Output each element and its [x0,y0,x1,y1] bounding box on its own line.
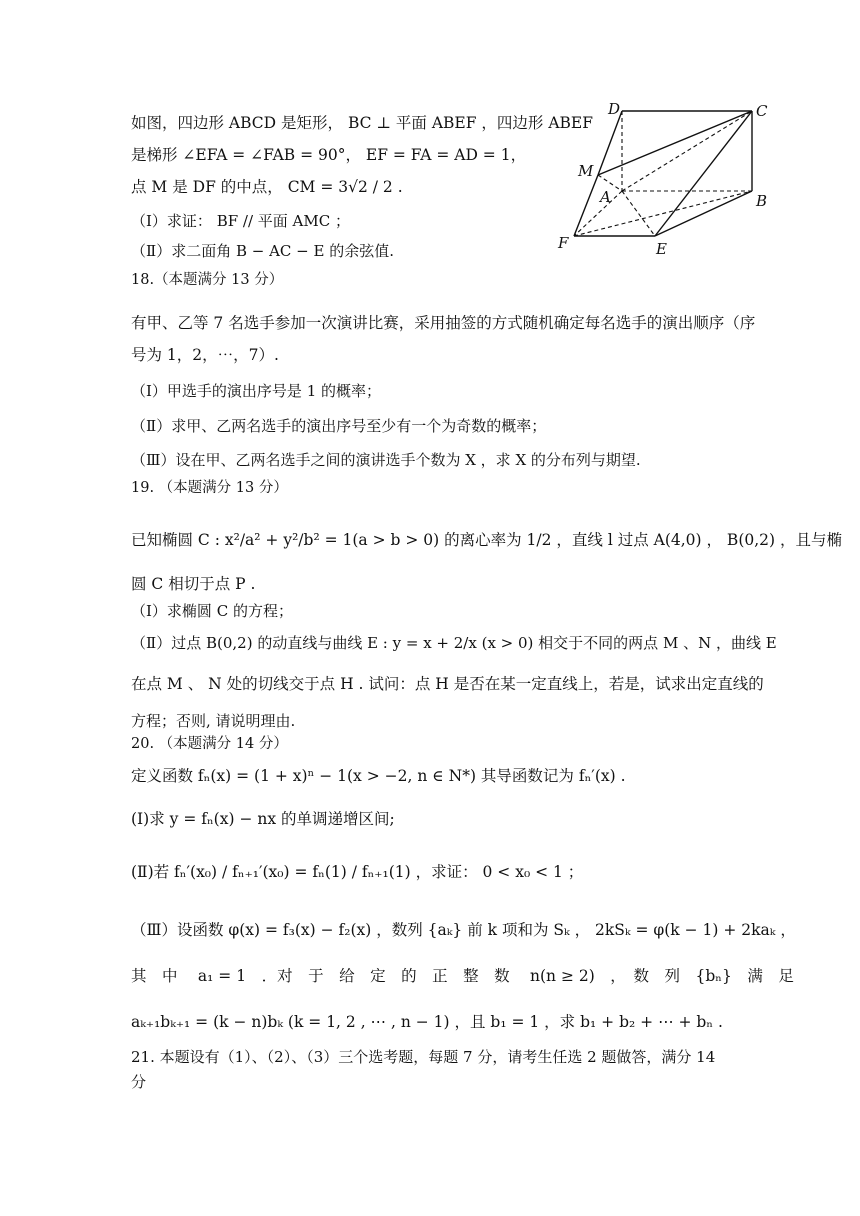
p18-header: 18.（本题满分 13 分） [131,272,284,288]
p20-line1: 定义函数 fₙ(x) = (1 + x)ⁿ − 1(x > −2, n ∈ N*) 其导函数记为 fₙ′(x) . [131,767,626,785]
label-E: E [656,240,667,258]
p17-line2: 是梯形 ∠EFA = ∠FAB = 90°， EF = FA = AD = 1， [131,146,527,164]
p18-q3: （Ⅲ）设在甲、乙两名选手之间的演讲选手个数为 X ，求 X 的分布列与期望. [131,451,641,469]
p19-line1: 已知椭圆 C : x²/a² + y²/b² = 1(a > b > 0) 的离心率为 1/2 ，直线 l 过点 A(4,0) ， B(0,2) ，且与椭 [131,531,842,549]
p17-line1: 如图，四边形 ABCD 是矩形， BC ⊥ 平面 ABEF ，四边形 ABEF [131,114,593,132]
label-C: C [756,102,768,120]
p18-q2: （Ⅱ）求甲、乙两名选手的演出序号至少有一个为奇数的概率； [131,417,547,435]
p18-line2: 号为 1，2，⋯，7）. [131,346,279,364]
label-D: D [608,100,621,118]
label-F: F [558,234,569,252]
label-M: M [578,162,594,180]
p20-q1: (Ⅰ)求 y = fₙ(x) − nx 的单调递增区间; [131,810,395,828]
label-B: B [756,192,768,210]
p20-q2: (Ⅱ)若 fₙ′(x₀) / fₙ₊₁′(x₀) = fₙ(1) / fₙ₊₁(1) ，求证： 0 < x₀ < 1 ； [131,863,584,881]
p18-line1: 有甲、乙等 7 名选手参加一次演讲比赛，采用抽签的方式随机确定每名选手的演出顺序（序 [131,314,756,332]
p17-q1: （Ⅰ）求证： BF // 平面 AMC ； [131,212,350,230]
p19-line2: 圆 C 相切于点 P . [131,575,256,593]
p19-q2: （Ⅱ）过点 B(0,2) 的动直线与曲线 E : y = x + 2/x (x > 0) 相交于不同的两点 M 、N ，曲线 E [131,634,777,652]
p19-line3: 在点 M 、 N 处的切线交于点 H . 试问：点 H 是否在某一定直线上，若是，试求出定直线的 [131,675,764,693]
p19-header: 19. （本题满分 13 分） [131,480,288,496]
p20-line3: aₖ₊₁bₖ₊₁ = (k − n)bₖ (k = 1, 2 , ⋯ , n − 1) ，且 b₁ = 1 ，求 b₁ + b₂ + ⋯ + bₙ . [131,1013,723,1031]
p19-q1: （Ⅰ）求椭圆 C 的方程； [131,602,293,620]
p19-line4: 方程；否则, 请说明理由. [131,712,296,730]
p20-line2: 其 中 a₁ = 1 ．对 于 给 定 的 正 整 数 n(n ≥ 2) ， 数 列 {bₙ} 满 足 [131,967,794,985]
label-A: A [600,188,611,206]
p17-q2: （Ⅱ）求二面角 B − AC − E 的余弦值. [131,242,394,260]
p18-q1: （Ⅰ）甲选手的演出序号是 1 的概率； [131,382,382,400]
p17-line3: 点 M 是 DF 的中点， CM = 3√2 / 2 . [131,178,403,196]
p21-line2: 分 [131,1073,147,1091]
p21-line1: 21. 本题设有（1）、（2）、（3）三个选考题，每题 7 分，请考生任选 2 题做答，满分 14 [131,1048,716,1066]
geometry-figure [552,96,777,261]
p20-q3: （Ⅲ）设函数 φ(x) = f₃(x) − f₂(x) ，数列 {aₖ} 前 k 项和为 Sₖ ， 2kSₖ = φ(k − 1) + 2kaₖ ， [131,921,796,939]
p20-header: 20. （本题满分 14 分） [131,736,288,752]
